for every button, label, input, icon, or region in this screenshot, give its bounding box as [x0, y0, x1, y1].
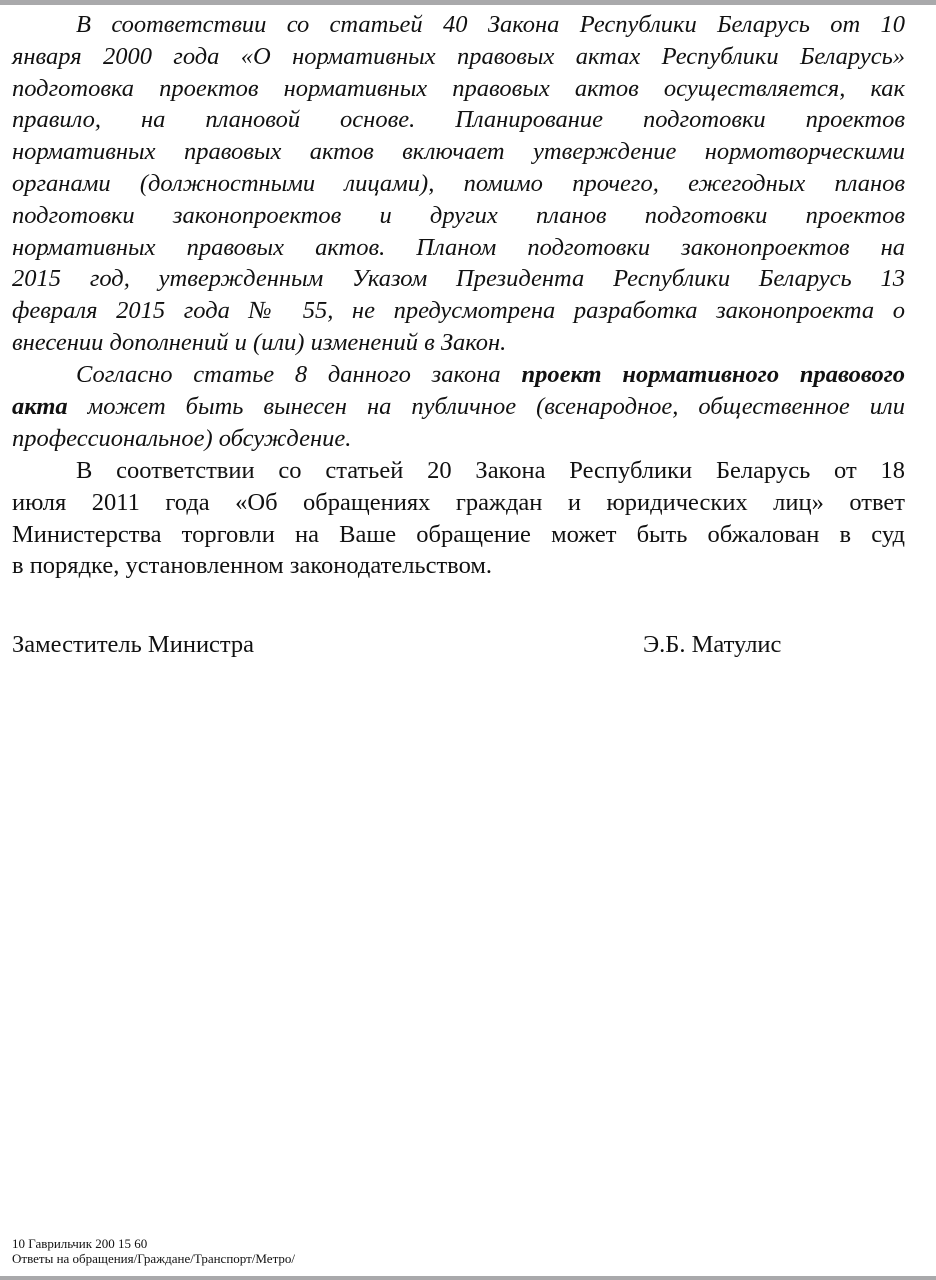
- viewer-bottom-border: [0, 1276, 936, 1280]
- text-line: января 2000 года «О нормативных правовых актах Республики Беларусь»: [12, 42, 905, 70]
- bold-segment: проект нормативного правового: [521, 361, 906, 388]
- text-line: подготовка проектов нормативных правовых актов осуществляется, как: [12, 74, 905, 102]
- text-line: Министерства торговли на Ваше обращение может быть обжалован в суд: [12, 520, 905, 548]
- signatory-position: Заместитель Министра: [12, 631, 255, 658]
- text-line: внесении дополнений и (или) изменений в Закон.: [12, 328, 507, 356]
- text-line: в порядке, установленном законодательством.: [12, 552, 492, 580]
- text-line: февраля 2015 года № 55, не предусмотрена разработка законопроекта о: [12, 297, 905, 325]
- bold-segment: акта: [12, 392, 68, 420]
- text-line: В соответствии со статьей 20 Закона Республики Беларусь от 18: [76, 457, 905, 484]
- signatory-name: Э.Б. Матулис: [643, 631, 782, 658]
- paragraph-public-discussion: [12, 359, 905, 454]
- text-line: правило, на плановой основе. Планирование подготовки проектов: [12, 106, 905, 134]
- text-line: нормативных правовых актов включает утверждение нормотворческими: [12, 138, 905, 166]
- text-line: нормативных правовых актов. Планом подготовки законопроектов на: [12, 233, 905, 261]
- text-line: В соответствии со статьей 40 Закона Республики Беларусь от 10: [76, 11, 905, 38]
- viewer-top-border: [0, 0, 936, 5]
- footer-executor: 10 Гаврильчик 200 15 60: [12, 1236, 148, 1251]
- text-line: профессиональное) обсуждение.: [12, 424, 352, 452]
- text-line: июля 2011 года «Об обращениях граждан и юридических лиц» ответ: [12, 488, 905, 516]
- paragraph-planning: [12, 9, 905, 359]
- footer-file-path: Ответы на обращения/Граждане/Транспорт/Метро/: [12, 1251, 296, 1266]
- text-line: 2015 год, утвержденным Указом Президента Республики Беларусь 13: [12, 265, 905, 293]
- paragraph-appeal: [12, 455, 905, 582]
- text-segment: может быть вынесен на публичное (всенародное, общественное или: [67, 392, 905, 420]
- text-line: [12, 391, 905, 423]
- text-line: органами (должностными лицами), помимо прочего, ежегодных планов: [12, 169, 905, 197]
- text-line: подготовки законопроектов и других планов подготовки проектов: [12, 201, 905, 229]
- text-segment: Согласно статье 8 данного закона: [76, 361, 522, 388]
- text-line: [12, 359, 905, 391]
